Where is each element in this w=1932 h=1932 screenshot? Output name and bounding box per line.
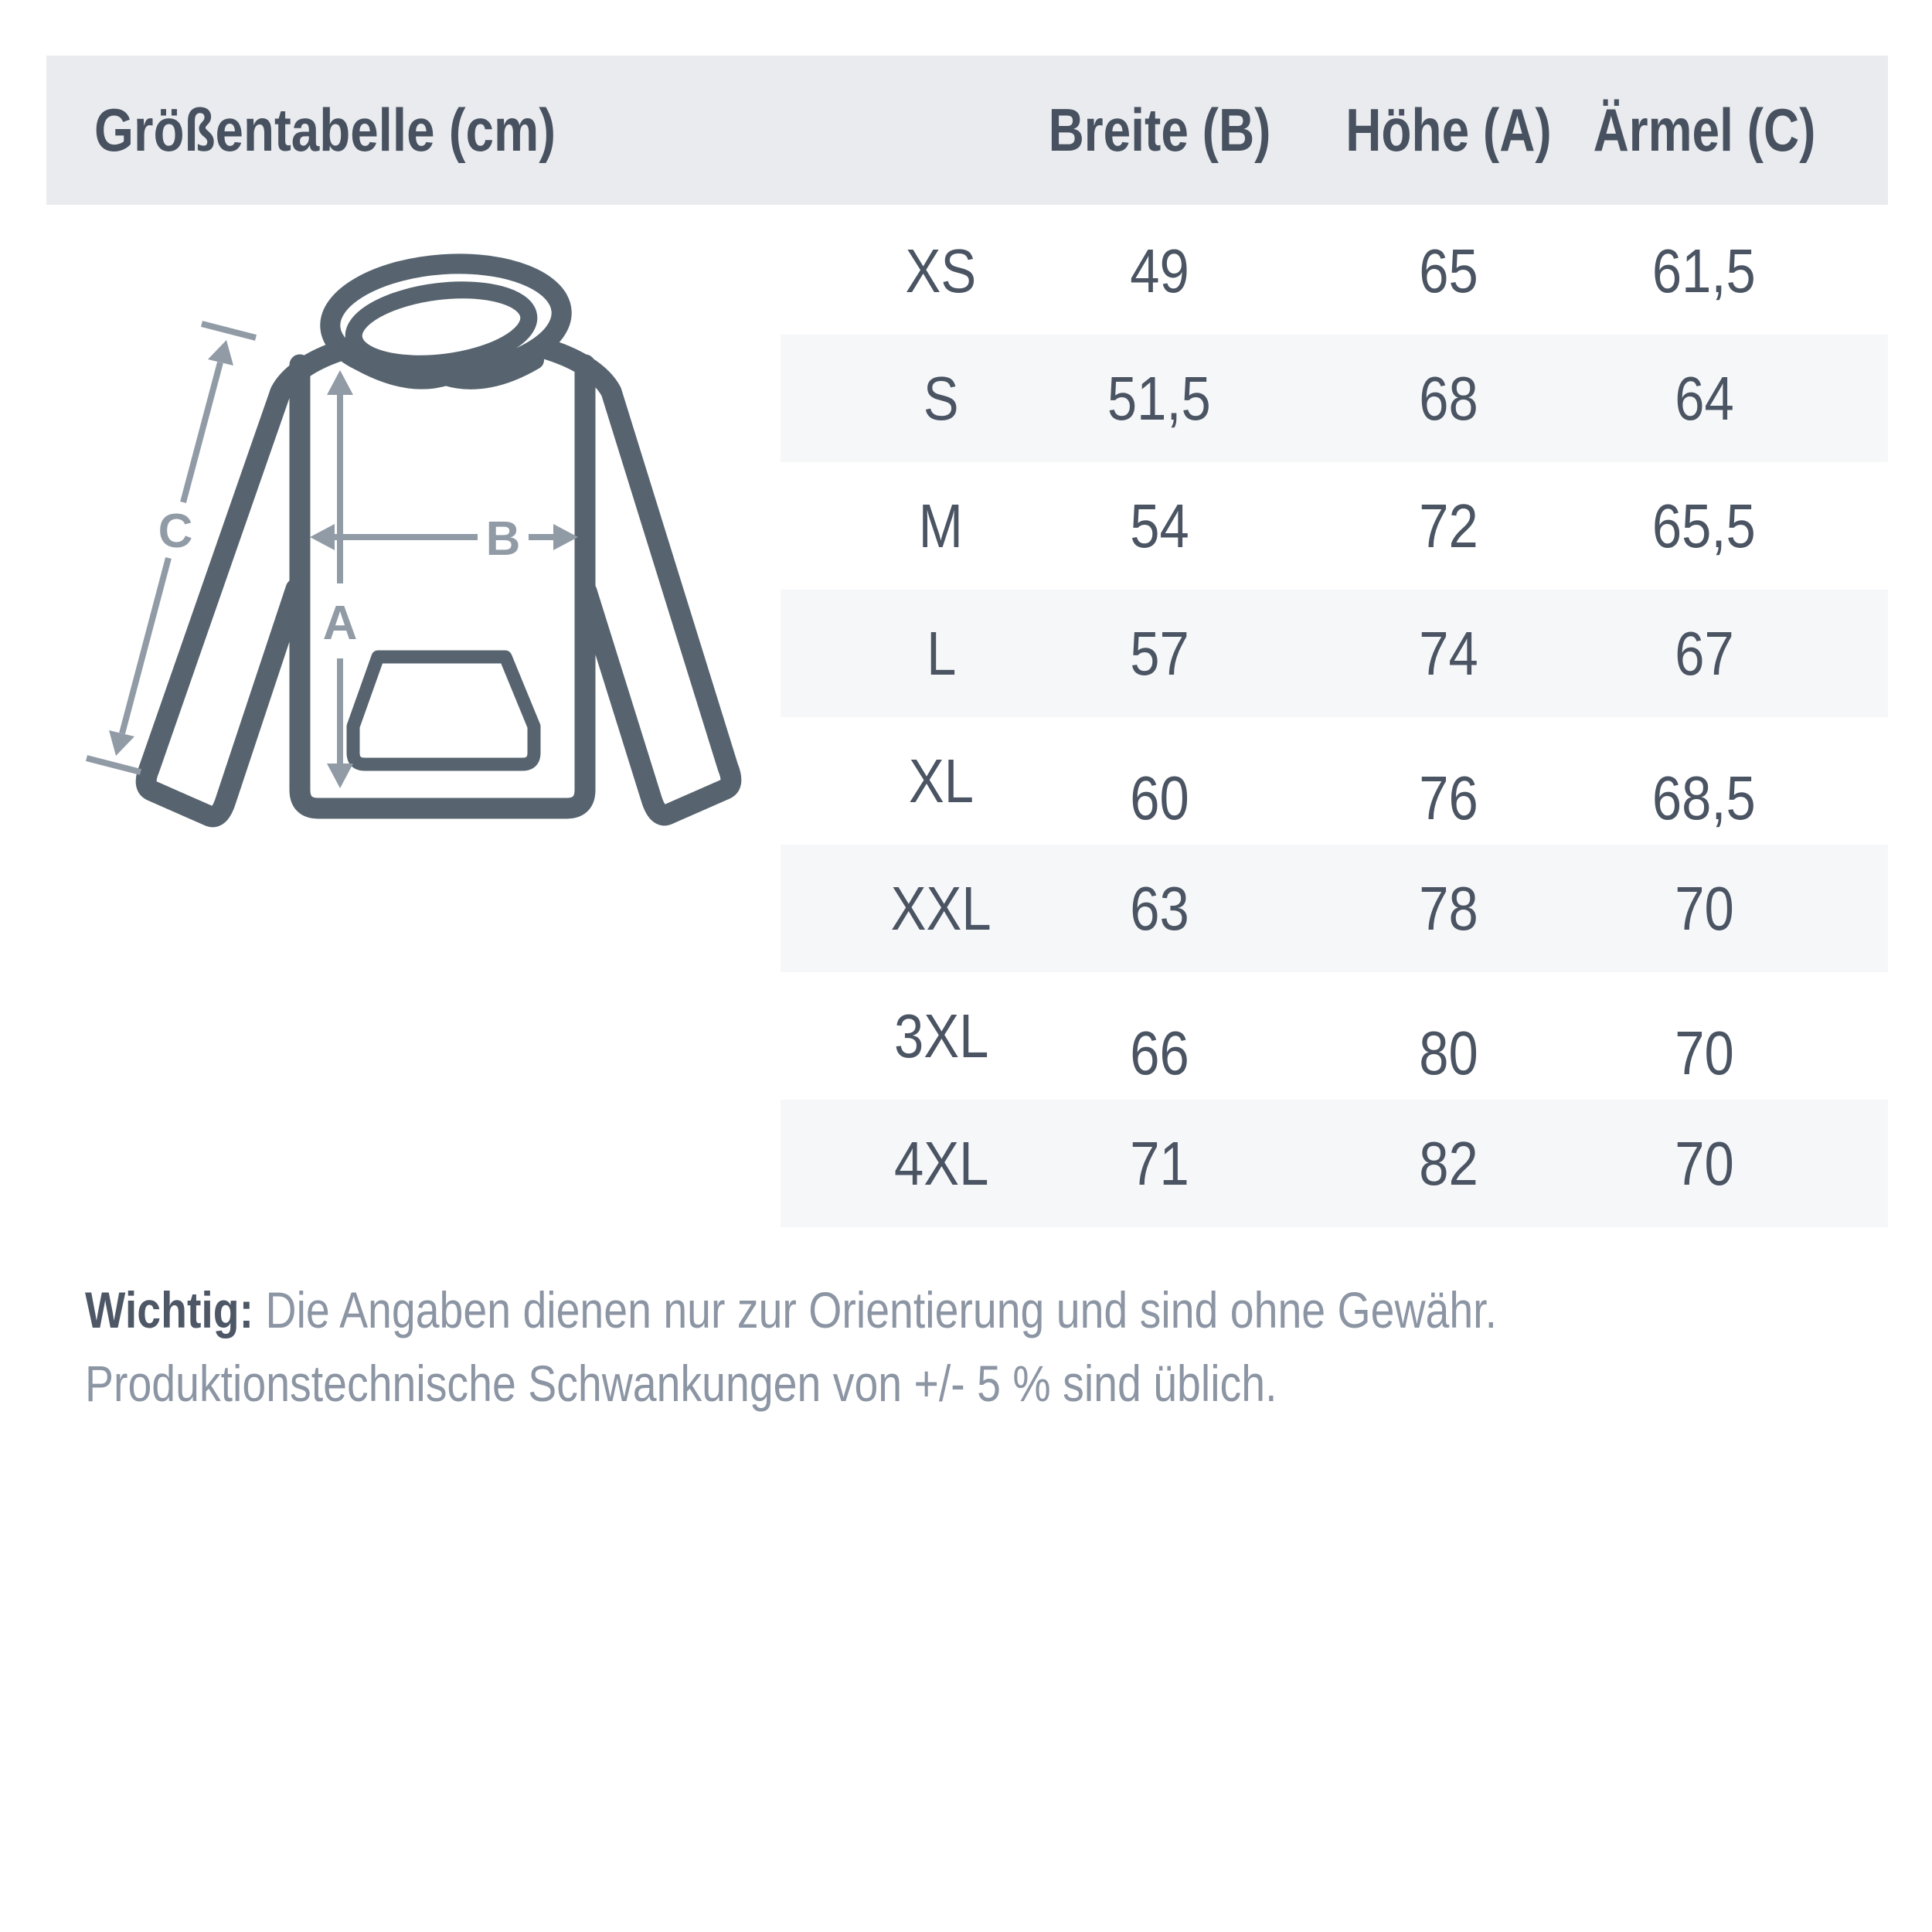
hoehe-value: 78 — [1418, 873, 1478, 943]
table-row-s — [781, 335, 1888, 462]
aermel-value: 70 — [1674, 1128, 1734, 1198]
column-header-aermel: Ärmel (C) — [1593, 96, 1816, 164]
c-bottom-tick — [87, 758, 141, 772]
hoehe-value: 68 — [1418, 363, 1478, 433]
disclaimer-note — [85, 1274, 1766, 1420]
hoodie-diagram — [62, 201, 796, 881]
breite-value: 71 — [1129, 1128, 1189, 1198]
hoehe-value: 76 — [1418, 763, 1478, 832]
size-label: M — [919, 491, 964, 560]
disclaimer-line-1: Wichtig: Die Angaben dienen nur zur Orientierung und sind ohne Gewähr. — [85, 1281, 1497, 1338]
breite-value: 51,5 — [1107, 363, 1212, 433]
column-header-breite: Breite (B) — [1048, 96, 1271, 164]
label-a: A — [322, 597, 358, 650]
label-b: B — [485, 512, 521, 566]
table-row-xs — [781, 207, 1888, 335]
table-row-l — [781, 590, 1888, 717]
size-label: 3XL — [893, 1001, 988, 1070]
hoehe-value: 82 — [1418, 1128, 1478, 1198]
table-row-4xl — [781, 1100, 1888, 1227]
table-row-m — [781, 462, 1888, 590]
table-header — [46, 56, 1888, 205]
c-top-tick — [202, 324, 256, 338]
aermel-value: 61,5 — [1652, 236, 1757, 305]
breite-value: 54 — [1129, 491, 1189, 560]
disclaimer-bold: Wichtig: — [85, 1281, 254, 1338]
page-title: Größentabelle (cm) — [94, 96, 556, 164]
size-label: XL — [908, 746, 974, 815]
breite-value: 66 — [1129, 1018, 1189, 1087]
size-label: XS — [905, 236, 977, 305]
aermel-value: 68,5 — [1652, 763, 1757, 832]
size-label: S — [923, 363, 959, 433]
hoehe-value: 80 — [1418, 1018, 1478, 1087]
breite-value: 60 — [1129, 763, 1189, 832]
aermel-value: 64 — [1674, 363, 1734, 433]
hoodie-pocket — [353, 657, 534, 764]
size-label: XXL — [890, 873, 992, 943]
hoodie-right-sleeve — [543, 348, 731, 815]
table-row-xl — [781, 717, 1888, 845]
hoodie-left-sleeve — [146, 348, 349, 817]
size-label: L — [926, 618, 956, 688]
hoehe-value: 65 — [1418, 236, 1478, 305]
table-row-3xl — [781, 972, 1888, 1100]
column-header-hoehe: Höhe (A) — [1345, 96, 1552, 164]
breite-value: 49 — [1129, 236, 1189, 305]
disclaimer-line-2: Produktionstechnische Schwankungen von +/- 5 % sind üblich. — [85, 1355, 1277, 1412]
table-row-xxl — [781, 845, 1888, 972]
size-table — [781, 207, 1888, 1227]
breite-value: 57 — [1129, 618, 1189, 688]
label-c: C — [158, 505, 193, 558]
aermel-value: 67 — [1674, 618, 1734, 688]
aermel-value: 70 — [1674, 1018, 1734, 1087]
aermel-value: 65,5 — [1652, 491, 1757, 560]
aermel-value: 70 — [1674, 873, 1734, 943]
size-label: 4XL — [893, 1128, 988, 1198]
hoehe-value: 74 — [1418, 618, 1478, 688]
breite-value: 63 — [1129, 873, 1189, 943]
hoehe-value: 72 — [1418, 491, 1478, 560]
width-arrow-b — [310, 524, 578, 550]
